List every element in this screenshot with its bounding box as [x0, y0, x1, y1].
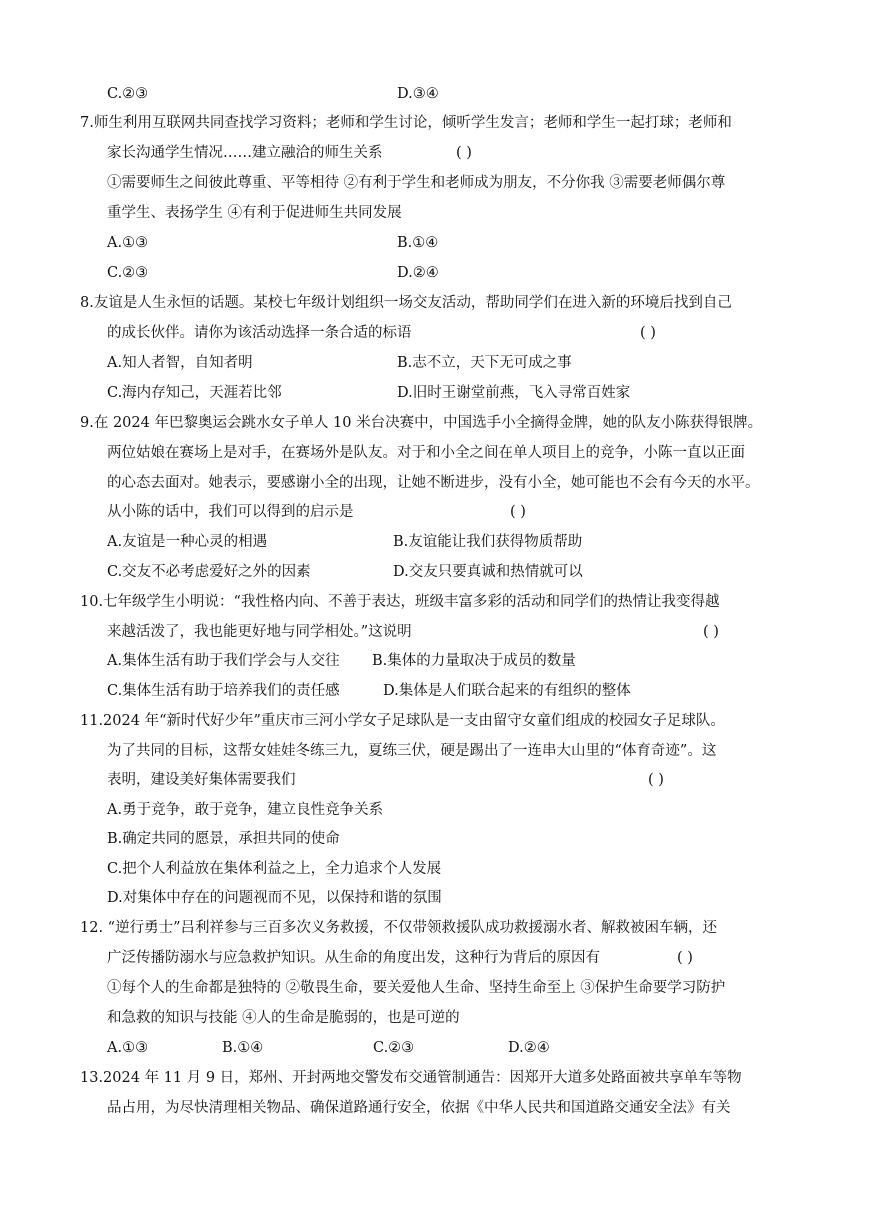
q8-option-d: D.旧时王谢堂前燕，飞入寻常百姓家 — [397, 385, 631, 401]
q10-option-c: C.集体生活有助于培养我们的责任感 — [107, 683, 340, 699]
q7-stem-line1: 7.师生利用互联网共同查找学习资料；老师和学生讨论，倾听学生发言；老师和学生一起打球；老师和 — [80, 115, 732, 131]
q7-statements-line2: 重学生、表扬学生 ④有利于促进师生共同发展 — [107, 205, 402, 221]
q8-option-c: C.海内存知己，天涯若比邻 — [107, 385, 282, 401]
q6-option-c: C.②③ — [107, 86, 149, 102]
q7-stem-line2: 家长沟通学生情况……建立融洽的师生关系 — [107, 145, 383, 161]
q9-stem-line1: 9.在 2024 年巴黎奥运会跳水女子单人 10 米台决赛中，中国选手小全摘得金牌，她的队友小陈获得银牌。 — [80, 415, 763, 431]
q10-option-a: A.集体生活有助于我们学会与人交往 — [107, 653, 340, 669]
q9-option-a: A.友谊是一种心灵的相遇 — [107, 534, 268, 550]
q9-stem-line2: 两位姑娘在赛场上是对手，在赛场外是队友。对于和小全之间在单人项目上的竞争，小陈一直以正面 — [107, 445, 745, 461]
q10-option-d: D.集体是人们联合起来的有组织的整体 — [383, 683, 631, 699]
q12-stem-line1: 12. “逆行勇士”吕利祥参与三百多次义务救援，不仅带领救援队成功救援溺水者、解救被困车辆，还 — [80, 920, 717, 936]
q12-stem-line2: 广泛传播防溺水与应急救护知识。从生命的角度出发，这种行为背后的原因有 — [107, 950, 600, 966]
q12-statements-line1: ①每个人的生命都是独特的 ②敬畏生命，要关爱他人生命、坚持生命至上 ③保护生命要学习防护 — [107, 980, 726, 996]
q10-option-b: B.集体的力量取决于成员的数量 — [372, 653, 576, 669]
q11-option-d: D.对集体中存在的问题视而不见，以保持和谐的氛围 — [107, 890, 442, 906]
q8-stem-line2: 的成长伙伴。请你为该活动选择一条合适的标语 — [107, 325, 412, 341]
q9-option-d: D.交友只要真诚和热情就可以 — [393, 564, 583, 580]
q12-option-b: B.①④ — [222, 1040, 264, 1056]
q10-answer-paren: ( ) — [703, 624, 719, 640]
q9-option-c: C.交友不必考虑爱好之外的因素 — [107, 564, 311, 580]
q13-stem-line1: 13.2024 年 11 月 9 日，郑州、开封两地交警发布交通管制通告：因郑开大道多处路面被共享单车等物 — [80, 1070, 742, 1086]
q11-stem-line2: 为了共同的目标，这帮女娃娃冬练三九，夏练三伏，硬是踢出了一连串大山里的“体育奇迹”。这 — [107, 743, 717, 759]
q7-statements-line1: ①需要师生之间彼此尊重、平等相待 ②有利于学生和老师成为朋友，不分你我 ③需要老师偶尔尊 — [107, 175, 726, 191]
q10-stem-line1: 10.七年级学生小明说：“我性格内向、不善于表达，班级丰富多彩的活动和同学们的热情让我变得越 — [80, 594, 720, 610]
q12-answer-paren: ( ) — [677, 950, 693, 966]
q12-option-d: D.②④ — [508, 1040, 550, 1056]
q6-option-d: D.③④ — [397, 86, 439, 102]
q11-stem-line1: 11.2024 年“新时代好少年”重庆市三河小学女子足球队是一支由留守女童们组成的校园女子足球队。 — [80, 713, 725, 729]
q8-option-b: B.志不立，天下无可成之事 — [397, 355, 572, 371]
q7-option-a: A.①③ — [107, 235, 149, 251]
q9-stem-line3: 的心态去面对。她表示，要感谢小全的出现，让她不断进步，没有小全，她可能也不会有今天的水平。 — [107, 475, 760, 491]
q12-statements-line2: 和急救的知识与技能 ④人的生命是脆弱的，也是可逆的 — [107, 1010, 460, 1026]
q7-option-d: D.②④ — [397, 265, 439, 281]
q7-option-b: B.①④ — [397, 235, 439, 251]
q12-option-a: A.①③ — [107, 1040, 149, 1056]
q9-stem-line4: 从小陈的话中，我们可以得到的启示是 — [107, 504, 354, 520]
q8-stem-line1: 8.友谊是人生永恒的话题。某校七年级计划组织一场交友活动，帮助同学们在进入新的环境后找到自己 — [80, 295, 732, 311]
q11-stem-line3: 表明，建设美好集体需要我们 — [107, 772, 296, 788]
q12-option-c: C.②③ — [373, 1040, 415, 1056]
q8-answer-paren: ( ) — [640, 325, 656, 341]
q11-option-b: B.确定共同的愿景，承担共同的使命 — [107, 831, 340, 847]
q11-option-a: A.勇于竞争，敢于竞争，建立良性竞争关系 — [107, 802, 384, 818]
q9-option-b: B.友谊能让我们获得物质帮助 — [393, 534, 583, 550]
q13-stem-line2: 品占用，为尽快清理相关物品、确保道路通行安全，依据《中华人民共和国道路交通安全法》有关 — [107, 1100, 731, 1116]
q10-stem-line2: 来越活泼了，我也能更好地与同学相处。”这说明 — [107, 624, 412, 640]
q9-answer-paren: ( ) — [510, 504, 526, 520]
q7-answer-paren: ( ) — [456, 145, 472, 161]
q11-option-c: C.把个人利益放在集体利益之上，全力追求个人发展 — [107, 861, 442, 877]
q11-answer-paren: ( ) — [648, 772, 664, 788]
q7-option-c: C.②③ — [107, 265, 149, 281]
q8-option-a: A.知人者智，自知者明 — [107, 355, 253, 371]
